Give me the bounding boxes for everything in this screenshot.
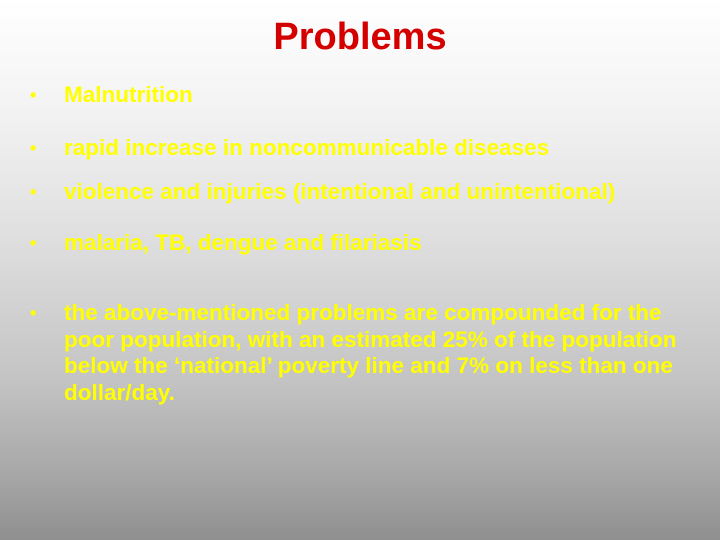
bullet-text: malaria, TB, dengue and filariasis: [64, 229, 422, 255]
bullet-marker: •: [30, 232, 37, 253]
bullet-text: violence and injuries (intentional and unintentional): [64, 179, 616, 204]
bullet-list: [30, 82, 700, 406]
bullet-marker: •: [30, 85, 37, 105]
bullet-text: rapid increase in noncommunicable diseases: [64, 134, 550, 160]
bullet-item: [30, 82, 700, 109]
bullet-item: [30, 300, 700, 406]
bullet-text: the above-mentioned problems are compounded for the poor population, with an estimated 25% of the population below the ‘national’ poverty line and 7% on less than one dollar/day.: [64, 300, 677, 405]
bullet-marker: •: [30, 137, 37, 158]
bullet-marker: •: [30, 182, 37, 202]
bullet-text: Malnutrition: [64, 82, 193, 107]
bullet-marker: •: [30, 303, 37, 323]
slide-title: Problems: [273, 16, 447, 58]
bullet-item: [30, 179, 700, 206]
bullet-item: [30, 135, 700, 162]
bullet-item: [30, 230, 700, 257]
